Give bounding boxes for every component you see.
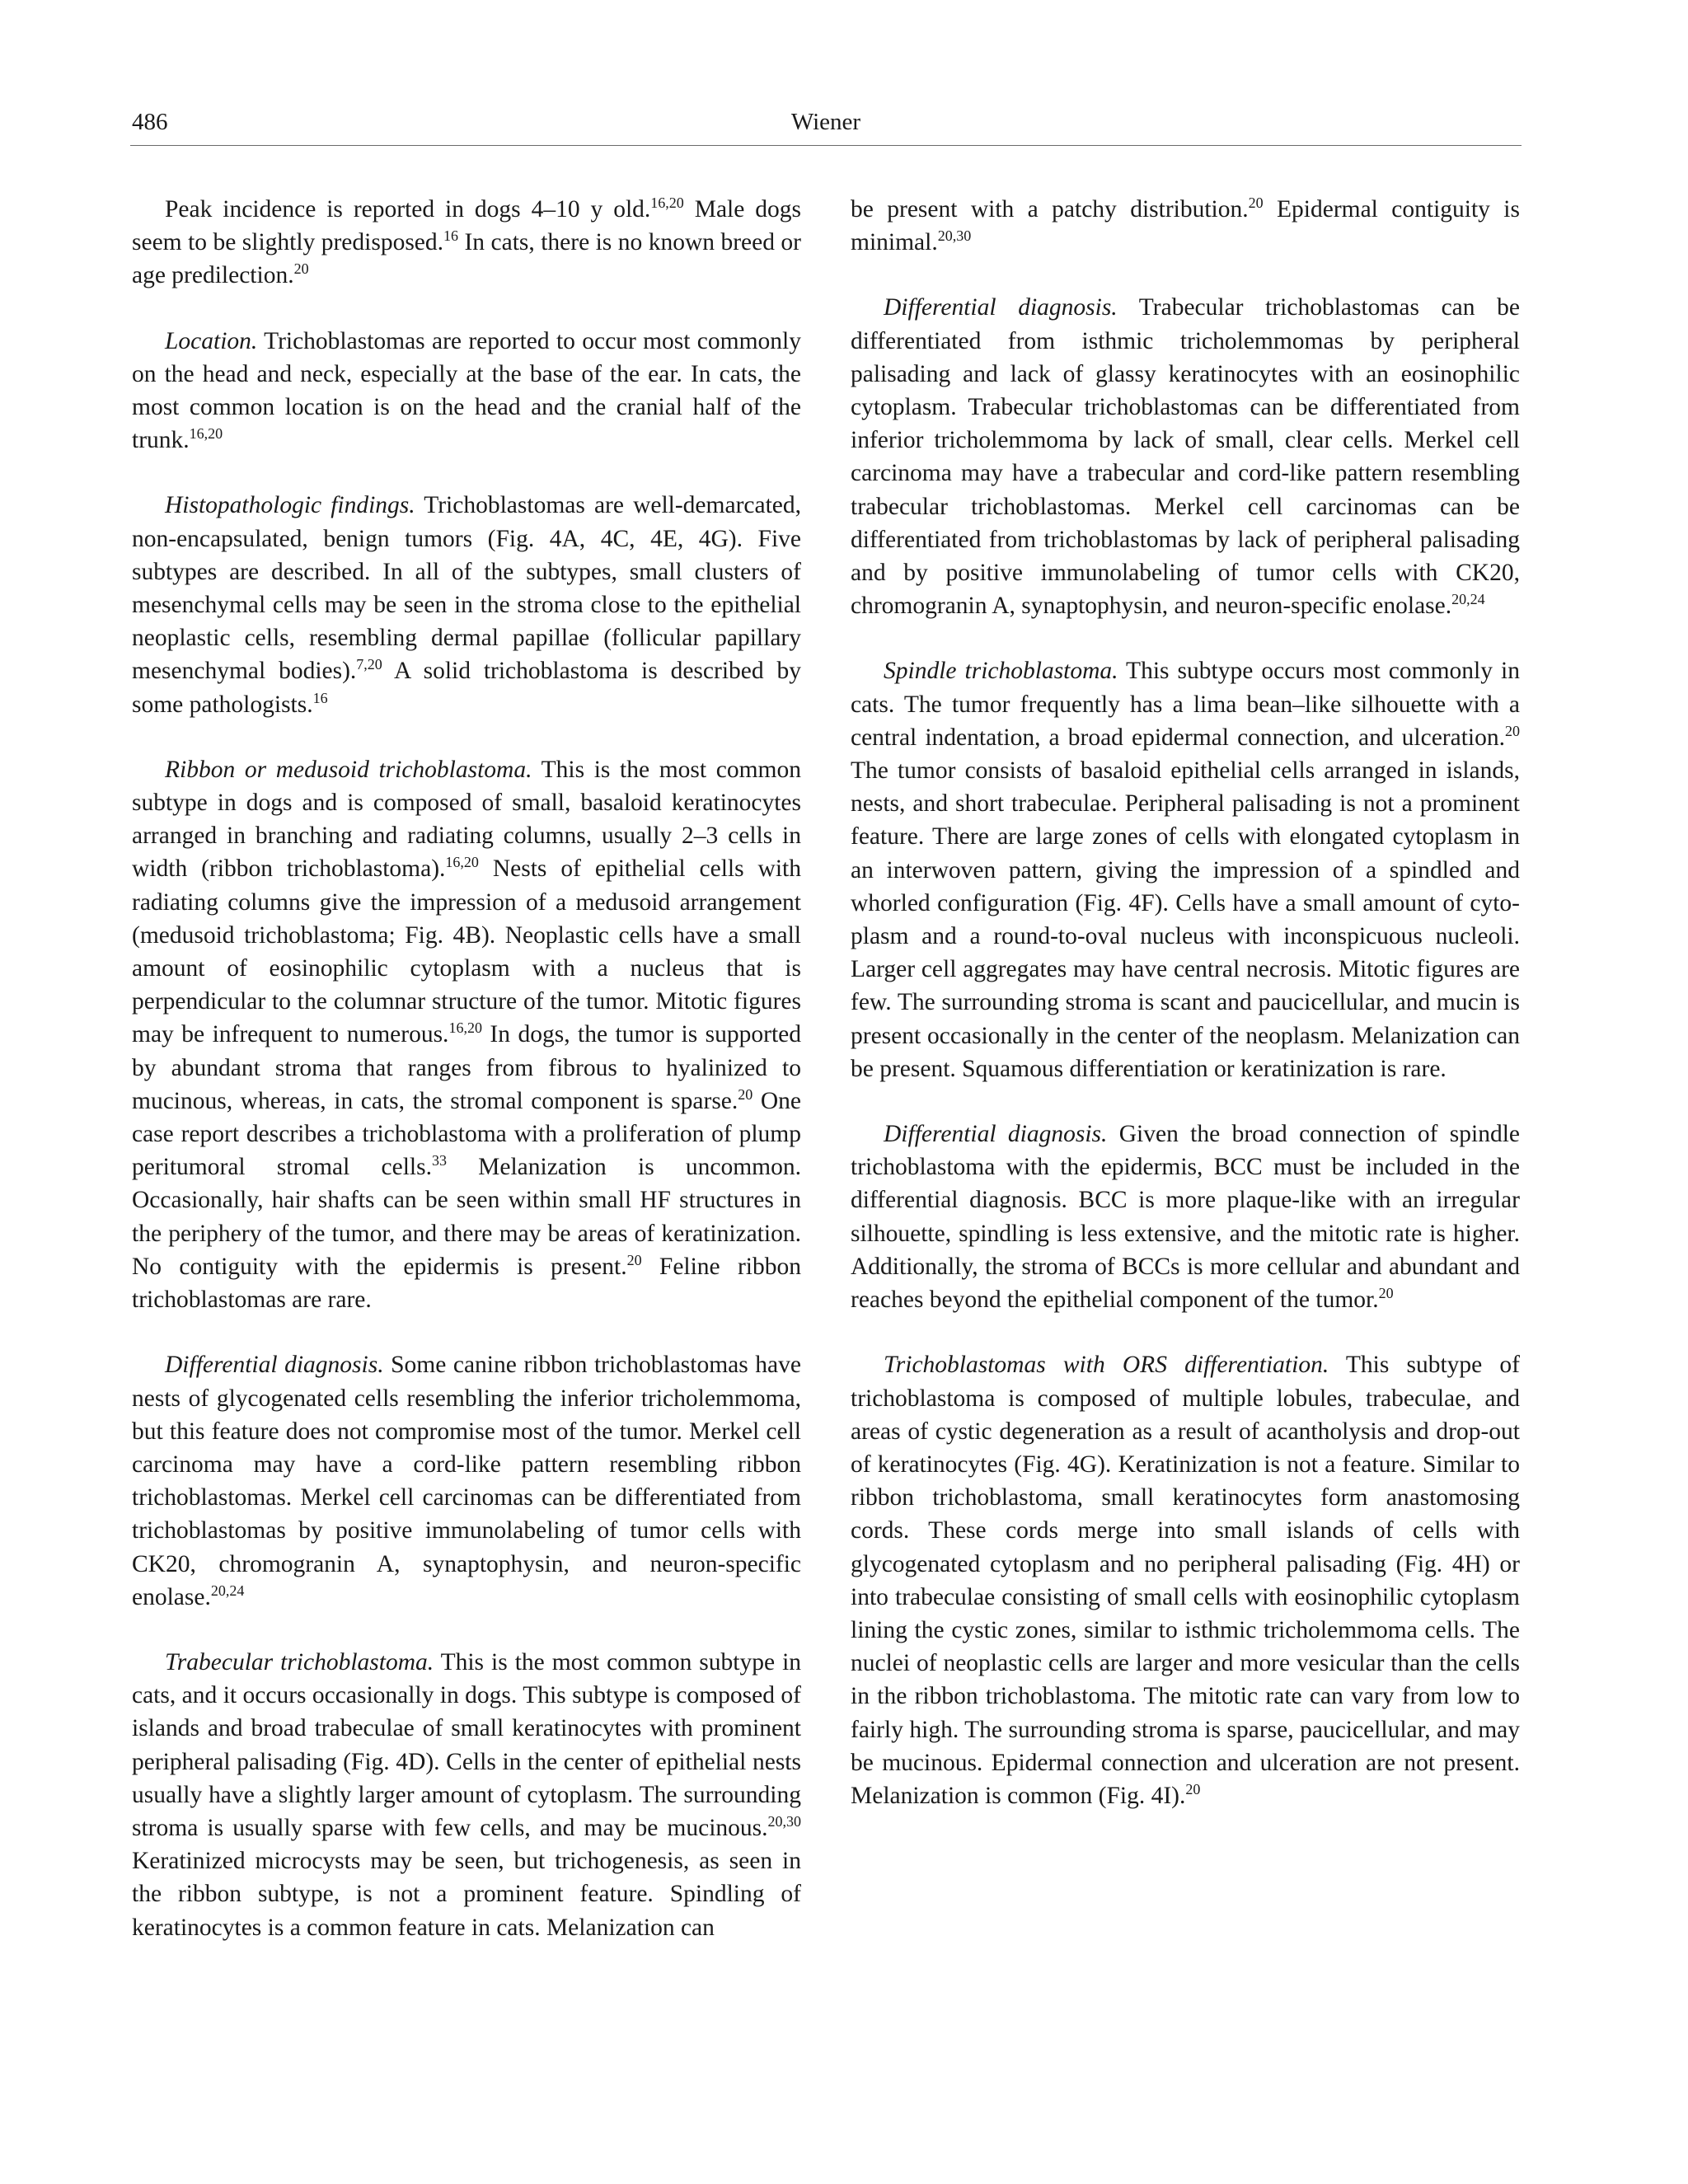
section-heading: Trabecular trichoblastoma. — [165, 1648, 434, 1675]
running-head-author: Wiener — [790, 109, 861, 135]
paragraph-ribbon-trichoblastoma — [132, 753, 801, 1316]
paragraph-spindle-trichoblastoma — [851, 654, 1520, 1085]
reference-superscript: 16,20 — [189, 425, 223, 443]
body-text: Melanization is uncommon. Occasionally, hair shafts can be seen within small HF structures in the periphery of the tumor, and there may be areas of keratinization. No contiguity with the epidermis is present. — [132, 1154, 801, 1280]
paragraph-trabecular-trichoblastoma — [132, 1646, 801, 1944]
reference-superscript: 20,24 — [210, 1582, 245, 1599]
paragraph-differential-diagnosis-spindle — [851, 1118, 1520, 1316]
body-text: A solid trichoblastoma is described by some pathologists. — [132, 658, 801, 718]
reference-superscript: 20 — [626, 1251, 642, 1268]
reference-superscript: 16,20 — [445, 854, 479, 871]
section-heading: Histopathologic findings. — [165, 492, 415, 519]
reference-superscript: 20,24 — [1451, 591, 1485, 608]
right-column — [851, 193, 1520, 1844]
reference-superscript: 16,20 — [448, 1019, 482, 1037]
body-text: One case report describes a trichoblastoma with a proliferation of plump peritumoral stromal cells. — [132, 1087, 801, 1181]
section-heading: Spindle trichoblastoma. — [884, 658, 1118, 685]
section-heading: Location. — [165, 327, 258, 354]
reference-superscript: 16 — [312, 689, 328, 706]
reference-superscript: 20 — [1248, 194, 1264, 211]
paragraph-differential-diagnosis-trabecular — [851, 291, 1520, 622]
reference-superscript: 20 — [1185, 1780, 1201, 1797]
section-heading: Differential diagnosis. — [884, 294, 1118, 321]
body-text: Feline ribbon trichoblastomas are rare. — [132, 1253, 801, 1314]
body-text: Peak incidence is reported in dogs 4–10 y old. — [165, 196, 651, 223]
reference-superscript: 20 — [1378, 1285, 1394, 1302]
reference-superscript: 33 — [431, 1152, 447, 1169]
body-text: Male dogs seem to be slightly predisposed. — [132, 196, 801, 256]
reference-superscript: 16 — [443, 227, 459, 245]
page-number: 486 — [132, 109, 168, 135]
section-heading: Ribbon or medusoid trichoblastoma. — [165, 756, 532, 783]
reference-superscript: 20 — [738, 1085, 753, 1103]
body-text: In dogs, the tumor is supported by abundant stroma that ranges from fibrous to hyalinized to mucinous, whereas, in cats, the stromal component is sparse. — [132, 1021, 801, 1114]
reference-superscript: 7,20 — [356, 656, 382, 673]
reference-superscript: 16,20 — [650, 194, 684, 211]
body-text: Trichoblastomas are well-demarcated, non-encapsulated, benign tumors (Fig. 4A, 4C, 4E, 4G). Five subtypes are described. In all of the subtypes, small clusters of mesenchymal cells may be seen in the stroma close to the epithelial neoplastic cells, resembling dermal papillae (follicular papillary mesenchymal bodies). — [132, 492, 801, 685]
reference-superscript: 20 — [293, 260, 309, 278]
reference-superscript: 20,30 — [937, 227, 972, 245]
running-header — [130, 109, 1522, 146]
left-column — [132, 193, 801, 1976]
body-text: Nests of epithelial cells with radiating columns give the impression of a medusoid arrangement (medusoid trichoblastoma; Fig. 4B). Neoplastic cells have a small amount of eosinophilic cytoplasm with a nucleus that is perpendicular to the columnar structure of the tumor. Mitotic figures may be infrequent to numerous. — [132, 855, 801, 1048]
body-text: Keratinized microcysts may be seen, but trichogenesis, as seen in the ribbon subtype, is not a prominent feature. Spindling of keratinocytes is a common feature in cats. Melanization can — [132, 1848, 801, 1941]
paragraph-incidence — [132, 193, 801, 293]
paragraph-trabecular-continued — [851, 193, 1520, 259]
paragraph-differential-diagnosis-ribbon — [132, 1348, 801, 1614]
body-text: In cats, there is no known breed or age predilection. — [132, 229, 801, 289]
body-text: be present with a patchy distribution. — [851, 196, 1249, 223]
body-text: This is the most common subtype in dogs and is composed of small, basaloid keratinocytes arranged in branching and radiating columns, usually 2–3 cells in width (ribbon trichoblastoma). — [132, 756, 801, 883]
body-text: Some canine ribbon trichoblastomas have nests of glycogenated cells resembling the inferior tricholemmoma, but this feature does not compromise most of the tumor. Merkel cell carcinoma may have a cord-like pattern resembling ribbon trichoblastomas. Merkel cell carcinomas can be differentiated from trichoblastomas by positive immunolabeling of tumor cells with CK20, chromogranin A, synaptophysin, and neuron-specific enolase. — [132, 1352, 801, 1610]
reference-superscript: 20 — [1505, 722, 1520, 739]
body-text: Trabecular trichoblastomas can be differentiated from isthmic tricholemmomas by peripheral palisading and lack of glassy keratinocytes with an eosinophilic cytoplasm. Trabecular trichoblastomas can be differentiated from inferior tricholemmoma by lack of small, clear cells. Merkel cell carcinoma may have a trabecular and cord-like pattern resembling trabecular trichoblastomas. Merkel cell carcinomas can be differentiated from trichoblastomas by lack of peripheral palisading and by positive immunolabeling of tumor cells with CK20, chromogranin A, synaptophysin, and neuron-specific enolase. — [851, 294, 1521, 620]
section-heading: Differential diagnosis. — [884, 1121, 1108, 1148]
reference-superscript: 20,30 — [767, 1812, 801, 1830]
body-text: Trichoblastomas are reported to occur most commonly on the head and neck, especially at the base of the ear. In cats, the most common location is on the head and the cranial half of the trunk. — [132, 327, 801, 454]
body-text: Epidermal contiguity is minimal. — [851, 196, 1520, 256]
body-text: This subtype of trichoblastoma is composed of multiple lobules, trabeculae, and areas of cystic degeneration as a result of acantholysis and drop-out of keratinocytes (Fig. 4G). Keratinization is not a feature. Similar to ribbon trichoblastoma, small keratinocytes form anastomosing cords. These cords merge into small islands of cells with glycogenated cytoplasm and no peripheral palisading (Fig. 4H) or into trabeculae consisting of small cells with eosinophilic cytoplasm lining the cystic zones, similar to isthmic tricholemmoma cells. The nuclei of neoplastic cells are larger and more vesicular than the cells in the ribbon trichoblastoma. The mitotic rate can vary from low to fairly high. The surrounding stroma is sparse, paucicellular, and may be mucinous. Epidermal connection and ulceration are not present. Melanization is common (Fig. 4I). — [851, 1352, 1520, 1809]
body-text: This is the most common subtype in cats, and it occurs occasionally in dogs. This subtype is composed of islands and broad trabeculae of small keratinocytes with prominent peripheral palisading (Fig. 4D). Cells in the center of epithelial nests usually have a slightly larger amount of cytoplasm. The surrounding stroma is usually sparse with few cells, and may be mucinous. — [132, 1648, 802, 1841]
paragraph-location — [132, 325, 801, 457]
body-text: Given the broad connection of spindle trichoblastoma with the epidermis, BCC must be included in the differential diagnosis. BCC is more plaque-like with an irregular silhouette, spindling is less extensive, and the mitotic rate is higher. Additionally, the stroma of BCCs is more cellular and abundant and reaches beyond the epithelial component of the tumor. — [851, 1121, 1521, 1314]
section-heading: Trichoblastomas with ORS differentiation. — [884, 1352, 1329, 1379]
section-heading: Differential diagnosis. — [165, 1352, 384, 1379]
body-text: This subtype occurs most commonly in cats. The tumor frequently has a lima bean–like silhouette with a central indentation, a broad epidermal connection, and ulceration. — [851, 658, 1520, 751]
body-text: The tumor consists of basaloid epithelial cells arranged in islands, nests, and short trabeculae. Peripheral palisading is not a prominent feature. There are large zones of cells with elongated cytoplasm in an interwoven pattern, giving the impression of a spindled and whorled configuration (Fig. 4F). Cells have a small amount of cytoplasm and a round-to-oval nucleus with inconspicuous nucleoli. Larger cell aggregates may have central necrosis. Mitotic figures are few. The surrounding stroma is scant and paucicellular, and mucin is present occasionally in the center of the neoplasm. Melanization can be present. Squamous differentiation or keratinization is rare. — [851, 757, 1520, 1082]
paragraph-ors-differentiation — [851, 1348, 1520, 1812]
paragraph-histopathologic-findings — [132, 489, 801, 720]
